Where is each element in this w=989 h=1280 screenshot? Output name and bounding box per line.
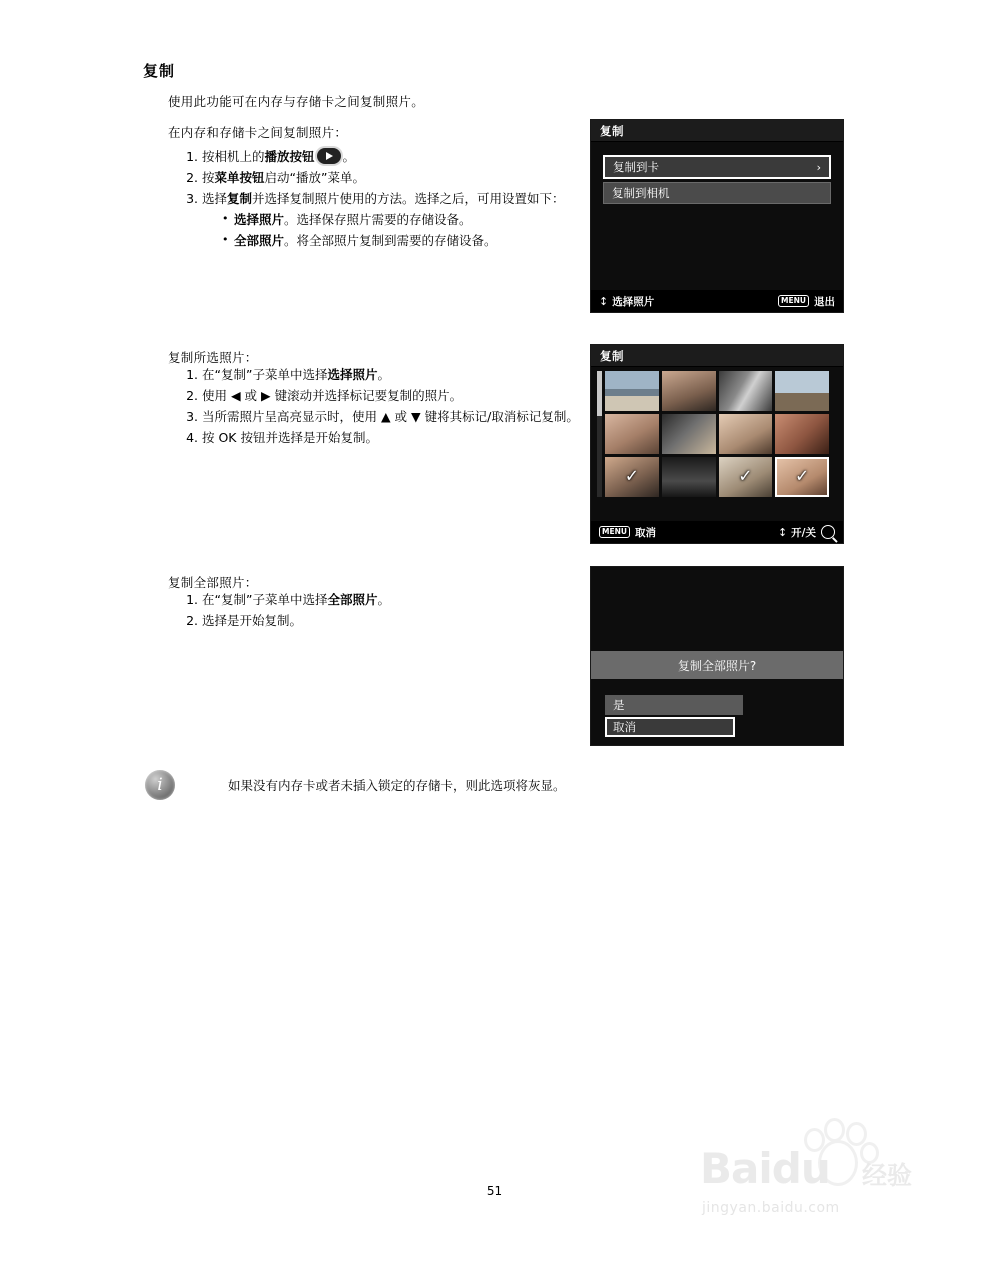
step-number: 4. [186,430,198,445]
step-number: 2. [186,613,198,628]
step-number: 1. [186,149,198,164]
step-number: 2. [186,170,198,185]
step-text: 选择 [202,191,228,206]
menu-item-copy-to-camera[interactable] [603,182,831,204]
screen1-body [591,155,843,204]
section3-heading: 复制全部照片： [168,575,258,590]
list-item [180,590,580,610]
list-item [180,189,580,251]
magnifier-icon [821,525,835,539]
section1-steps [180,147,580,252]
list-item [180,168,580,188]
list-item[interactable] [605,457,659,497]
step-bold: 菜单按钮 [214,170,265,185]
camera-screen-select-photos [590,344,844,544]
step-number: 3. [186,409,198,424]
step-text-tail: 启动“播放”菜单。 [264,170,365,185]
page-title: 复制 [143,62,176,80]
list-item[interactable] [775,414,829,454]
check-icon: ✓ [738,466,753,487]
list-item [180,365,580,385]
list-item[interactable] [775,457,829,497]
list-item[interactable] [662,371,716,411]
screen2-title: 复制 [591,345,843,367]
watermark-main: Baidu [700,1144,830,1193]
updown-arrow-icon: ↕ [599,294,608,308]
confirm-question: 复制全部照片? [591,651,843,679]
list-item [220,230,580,251]
check-icon: ✓ [795,466,810,487]
step-text-tail: 并选择复制照片使用的方法。选择之后，可用设置如下： [252,191,565,206]
step-text: 按 OK 按钮并选择是开始复制。 [202,430,378,445]
step-bold: 复制 [227,191,253,206]
section2-heading: 复制所选照片： [168,350,258,365]
footer-left-label: 选择照片 [612,295,655,308]
step-text: 使用 ◀ 或 ▶ 键滚动并选择标记要复制的照片。 [202,388,463,403]
thumbnail-grid [605,371,829,497]
scrollbar[interactable] [597,371,602,497]
camera-screen-confirm-copy-all [590,566,844,746]
step-bold: 全部照片 [327,592,378,607]
screen1-footer [591,290,843,312]
camera-screen-copy-menu [590,119,844,313]
menu-item-label: 复制到卡 [613,160,659,174]
list-item[interactable] [775,371,829,411]
list-item [180,428,580,448]
list-item [180,611,580,631]
check-icon: ✓ [624,466,639,487]
list-item[interactable] [719,457,773,497]
info-icon: i [145,770,175,800]
confirm-cancel-button[interactable]: 取消 [605,717,735,737]
bullet-text: 。选择保存照片需要的存储设备。 [284,212,472,227]
menu-item-copy-to-card[interactable] [603,155,831,179]
note-text: 如果没有内存卡或者未插入锁定的存储卡，则此选项将灰显。 [228,778,566,793]
step-text: 在“复制”子菜单中选择 [202,592,328,607]
section3-steps [180,590,580,632]
list-item [180,386,580,406]
play-button-icon [317,148,341,164]
updown-arrow-icon: ↕ [777,525,787,539]
menu-badge-icon: MENU [599,526,630,538]
footer-right-label: 退出 [814,295,835,308]
step-number: 2. [186,388,198,403]
screen2-footer [591,521,843,543]
step-bold: 播放按钮 [264,149,315,164]
step-text-tail: 。 [377,592,390,607]
list-item[interactable] [662,457,716,497]
step-text: 当所需照片呈高亮显示时，使用 ▲ 或 ▼ 键将其标记/取消标记复制。 [202,409,579,424]
list-item [180,407,580,427]
step-number: 1. [186,367,198,382]
list-item[interactable] [605,414,659,454]
watermark-cn: 经验 [862,1161,913,1190]
bullet-text: 。将全部照片复制到需要的存储设备。 [284,233,497,248]
step-text-tail: 。 [342,149,356,164]
step-text: 在“复制”子菜单中选择 [202,367,328,382]
bullet-bold: 全部照片 [234,233,285,248]
step-text: 选择是开始复制。 [202,613,303,628]
step-number: 3. [186,191,198,206]
screen1-title: 复制 [591,120,843,142]
bullet-bold: 选择照片 [234,212,285,227]
footer-left-label: 取消 [634,526,656,539]
section1-heading: 在内存和存储卡之间复制照片： [168,125,348,140]
chevron-right-icon: › [816,160,821,174]
menu-item-label: 复制到相机 [612,186,670,200]
scrollbar-thumb[interactable] [597,371,602,416]
step-text: 按相机上的 [202,149,265,164]
watermark [690,1126,930,1236]
page-number: 51 [486,1184,503,1198]
step-text: 按 [202,170,215,185]
confirm-yes-button[interactable]: 是 [605,695,743,715]
footer-mid-label: 开/关 [791,526,816,539]
list-item[interactable] [662,414,716,454]
list-item[interactable] [605,371,659,411]
step-text-tail: 。 [377,367,390,382]
step-number: 1. [186,592,198,607]
section2-steps [180,365,580,449]
step-bold: 选择照片 [327,367,378,382]
section1-bullets [202,209,580,251]
list-item [220,209,580,230]
watermark-sub: jingyan.baidu.com [702,1200,840,1216]
list-item[interactable] [719,371,773,411]
intro-paragraph: 使用此功能可在内存与存储卡之间复制照片。 [168,94,425,109]
list-item [180,147,580,167]
menu-badge-icon: MENU [778,295,809,307]
list-item[interactable] [719,414,773,454]
